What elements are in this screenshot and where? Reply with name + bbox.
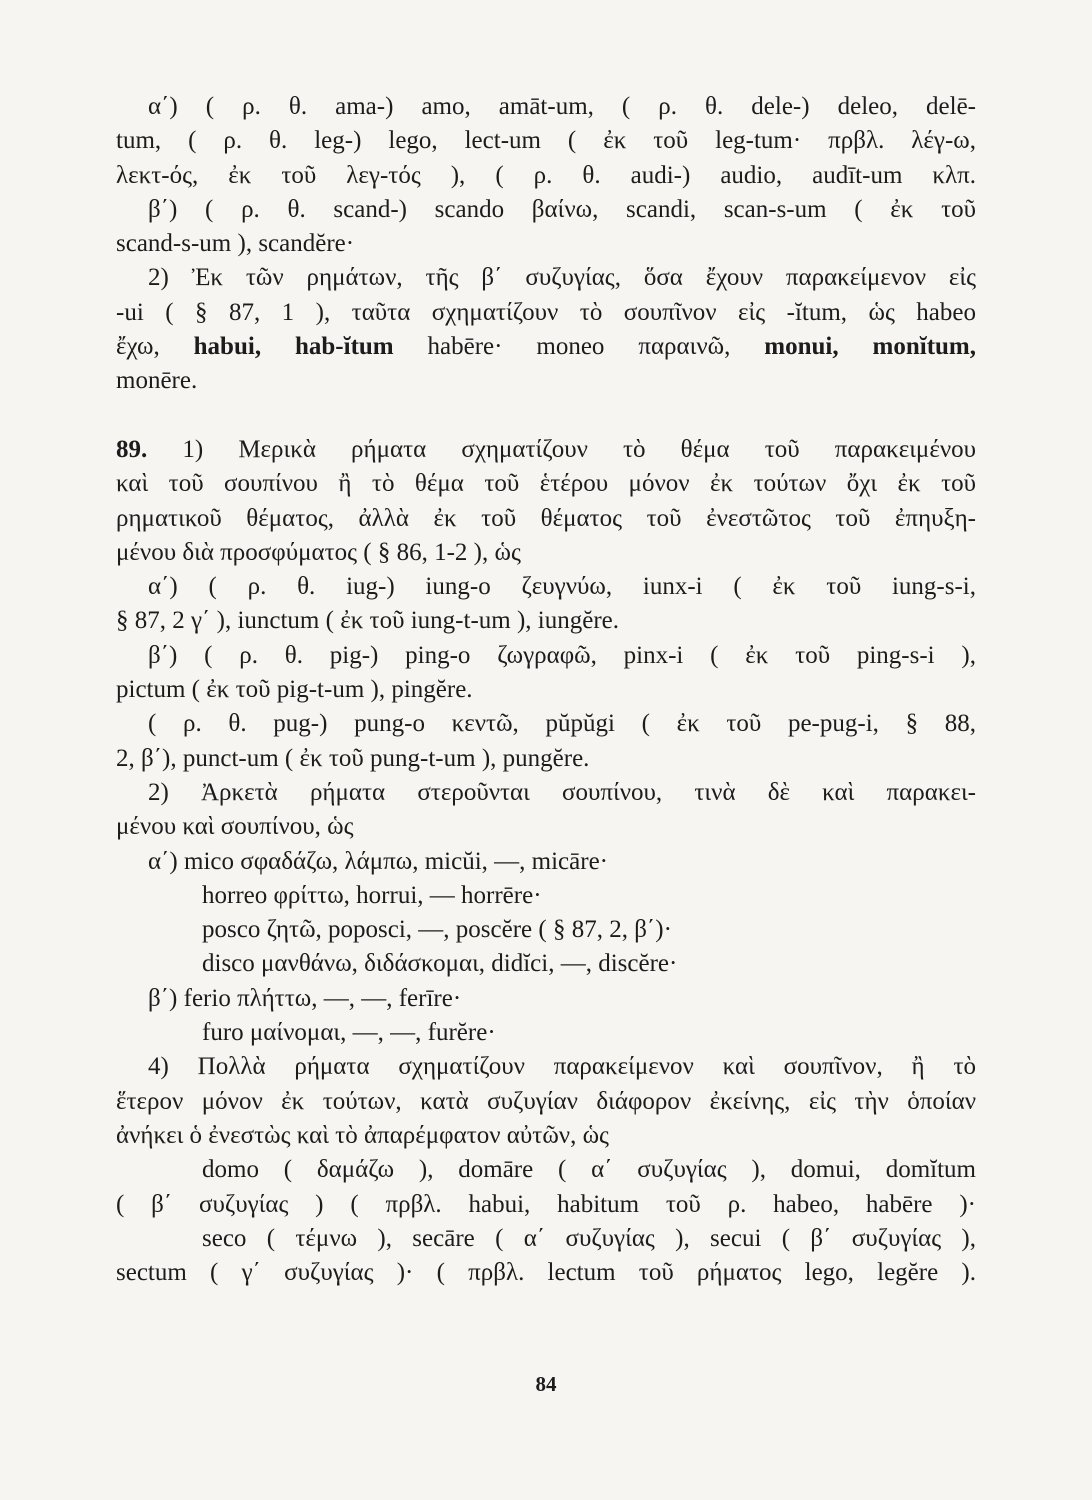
- text-line: μένου καὶ σουπίνου, ὡς: [116, 813, 354, 841]
- text-line: ἀνήκει ὁ ἐνεστὼς καὶ τὸ ἀπαρέμφατον αὐτῶν, ὡς: [116, 1121, 609, 1149]
- text-line: ( β΄ συζυγίας ) ( πρβλ. habui, habitum τοῦ ρ. habeo, habēre )·: [116, 1190, 976, 1218]
- bold-term: hab-ĭtum: [294, 333, 394, 361]
- text-line: furo μαίνομαι, —, —, furĕre·: [202, 1019, 496, 1047]
- text-line: ρηματικοῦ θέματος, ἀλλὰ ἐκ τοῦ θέματος τοῦ ἐνεστῶτος τοῦ ἐπηυξη-: [116, 504, 976, 532]
- text-line-with-bold: ἔχω, habui, hab-ĭtum habēre· moneo παραινῶ, monui, monĭtum,: [116, 333, 976, 361]
- paragraph-start: [116, 433, 976, 467]
- text-line: -ui ( § 87, 1 ), ταῦτα σχηματίζουν τὸ σουπῖνον εἰς -ĭtum, ὡς habeo: [116, 298, 976, 326]
- text-line: α΄) ( ρ. θ. iug-) iung-o ζευγνύω, iunx-i ( ἐκ τοῦ iung-s-i,: [148, 573, 976, 601]
- text-line: β΄) ( ρ. θ. pig-) ping-o ζωγραφῶ, pinx-i ( ἐκ τοῦ ping-s-i ),: [148, 641, 976, 669]
- text-line: β΄) ferio πλήττω, —, —, ferīre·: [148, 984, 462, 1012]
- text-line: β΄) ( ρ. θ. scand-) scando βαίνω, scandi, scan-s-um ( ἐκ τοῦ: [148, 195, 976, 223]
- text-line: horreo φρίττω, horrui, — horrēre·: [202, 881, 542, 909]
- page-number: 84: [535, 1372, 557, 1396]
- text-line: seco ( τέμνω ), secāre ( α΄ συζυγίας ), secui ( β΄ συζυγίας ),: [202, 1224, 976, 1252]
- bold-term: monui,: [764, 333, 839, 361]
- text-line: sectum ( γ΄ συζυγίας )· ( πρβλ. lectum τοῦ ρήματος lego, legĕre ).: [116, 1259, 976, 1287]
- text-line: α΄) mico σφαδάζω, λάμπω, micŭi, —, micāre·: [148, 847, 608, 875]
- text-line: ἕτερον μόνον ἐκ τούτων, κατὰ συζυγίαν διάφορον ἐκείνης, εἰς τὴν ὁποίαν: [116, 1087, 976, 1115]
- text-line: 2) Ἀρκετὰ ρήματα στεροῦνται σουπίνου, τινὰ δὲ καὶ παρακει-: [148, 778, 976, 806]
- text-line: tum, ( ρ. θ. leg-) lego, lect-um ( ἐκ τοῦ leg-tum· πρβλ. λέγ-ω,: [116, 127, 976, 155]
- text-line: α΄) ( ρ. θ. ama-) amo, amāt-um, ( ρ. θ. dele-) deleo, delē-: [148, 93, 976, 120]
- blank-line: [116, 399, 976, 433]
- text-line: pictum ( ἐκ τοῦ pig-t-um ), pingĕre.: [116, 676, 473, 704]
- text-line: 2) Ἐκ τῶν ρημάτων, τῆς β΄ συζυγίας, ὅσα ἔχουν παρακείμενον εἰς: [148, 264, 976, 292]
- text-line: disco μανθάνω, διδάσκομαι, didĭci, —, discĕre·: [202, 950, 678, 978]
- text-line: 2, β΄), punct-um ( ἐκ τοῦ pung-t-um ), pungĕre.: [116, 744, 590, 772]
- bold-term: monĭtum,: [872, 333, 976, 361]
- text-line: καὶ τοῦ σουπίνου ἢ τὸ θέμα τοῦ ἑτέρου μόνον ἐκ τούτων ὄχι ἐκ τοῦ: [116, 470, 976, 498]
- paragraph-number: 89.: [116, 435, 148, 463]
- text-line: 4) Πολλὰ ρήματα σχηματίζουν παρακείμενον καὶ σουπῖνον, ἢ τὸ: [148, 1053, 976, 1081]
- text-line: scand-s-um ), scandĕre·: [116, 230, 355, 258]
- text-line: domo ( δαμάζω ), domāre ( α΄ συζυγίας ), domui, domĭtum: [202, 1156, 976, 1184]
- text-line: posco ζητῶ, poposci, —, poscĕre ( § 87, 2, β΄)·: [202, 916, 672, 944]
- text-line: μένου διὰ προσφύματος ( § 86, 1-2 ), ὡς: [116, 538, 521, 566]
- text-line: 1) Μερικὰ ρήματα σχηματίζουν τὸ θέμα τοῦ παρακειμένου: [182, 435, 976, 463]
- text-line: λεκτ-ός, ἐκ τοῦ λεγ-τός ), ( ρ. θ. audi-) audio, audīt-um κλπ.: [116, 161, 976, 189]
- text-line: § 87, 2 γ΄ ), iunctum ( ἐκ τοῦ iung-t-um ), iungĕre.: [116, 607, 620, 635]
- text-line: ( ρ. θ. pug-) pung-o κεντῶ, pŭpŭgi ( ἐκ τοῦ pe-pug-i, § 88,: [148, 710, 976, 738]
- bold-term: habui,: [193, 333, 262, 361]
- text-line: monēre.: [116, 367, 198, 395]
- page-body: [116, 90, 976, 1290]
